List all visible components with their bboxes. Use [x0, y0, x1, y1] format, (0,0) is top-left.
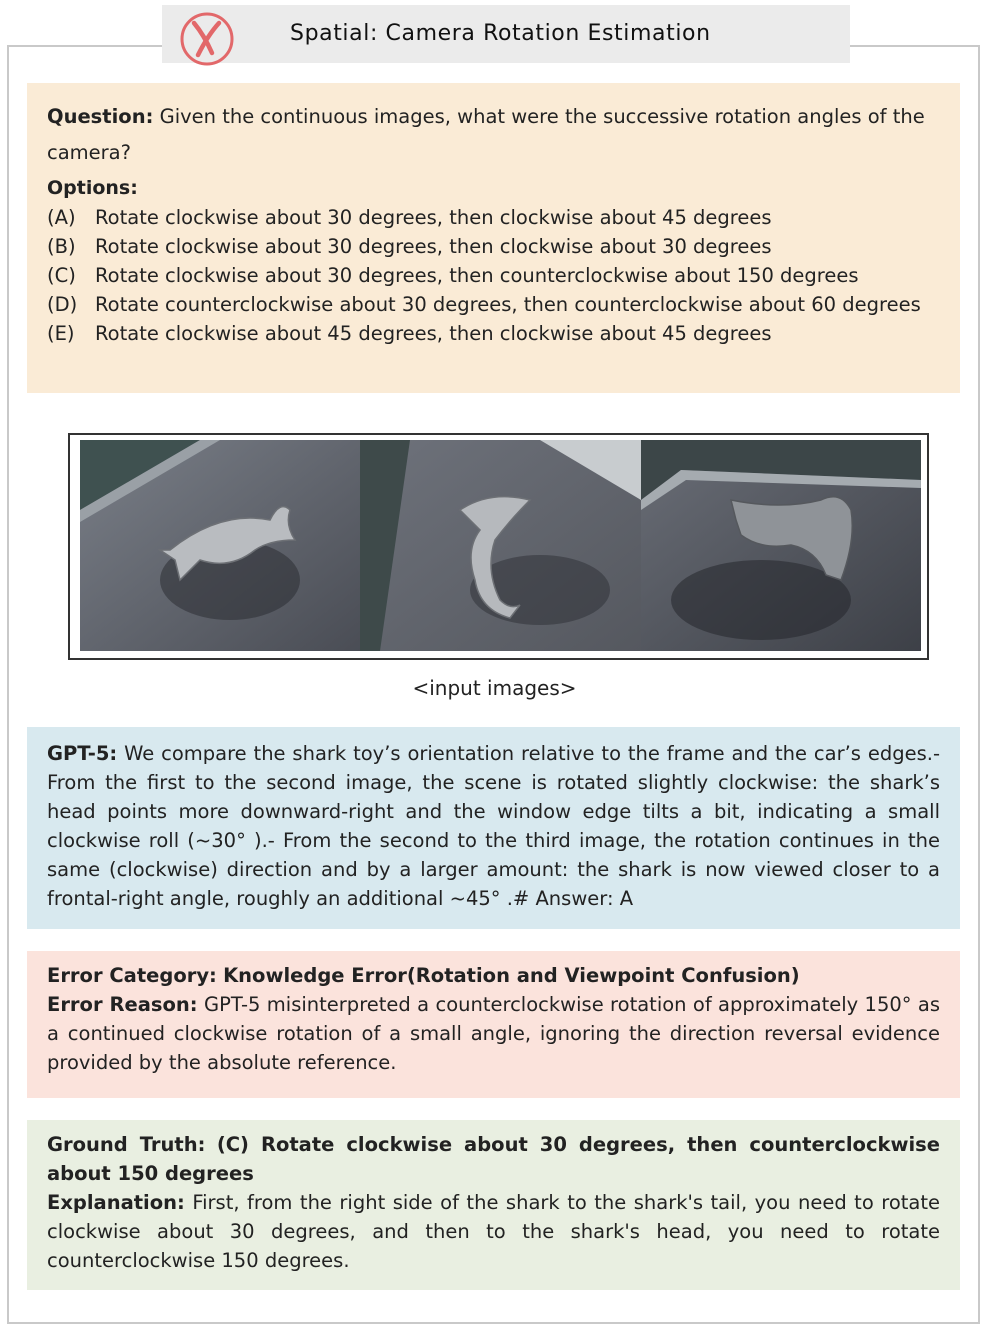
error-reason-line: [47, 990, 940, 1077]
x-circle-icon: [178, 9, 236, 67]
error-category-value: Knowledge Error(Rotation and Viewpoint Confusion): [223, 964, 800, 987]
error-panel: [27, 951, 960, 1098]
input-image-2: [360, 440, 641, 651]
option-item: [47, 232, 940, 261]
option-text: Rotate clockwise about 30 degrees, then clockwise about 30 degrees: [95, 235, 772, 258]
input-image-3: [641, 440, 921, 651]
option-letter: (B): [47, 235, 76, 258]
ground-truth-panel: [27, 1120, 960, 1290]
input-images-frame: [68, 433, 929, 660]
input-image-1: [80, 440, 360, 651]
option-letter: (D): [47, 293, 78, 316]
question-label: Question:: [47, 105, 154, 128]
option-item: [47, 261, 940, 290]
option-item: [47, 203, 940, 232]
explanation-line: [47, 1188, 940, 1275]
model-label: GPT-5:: [47, 742, 118, 765]
question-body: Given the continuous images, what were the successive rotation angles of the camera?: [47, 105, 925, 164]
page-title: Spatial: Camera Rotation Estimation: [290, 21, 711, 46]
option-letter: (C): [47, 264, 76, 287]
option-text: Rotate clockwise about 30 degrees, then clockwise about 45 degrees: [95, 206, 772, 229]
model-response-body: We compare the shark toy’s orientation relative to the frame and the car’s edges.- From the first to the second image, the scene is rotated slightly clockwise: the shark’s head points more downward-right and the window edge tilts a bit, indicating a small clockwise roll (~30° ).- From the second to the third image, the rotation continues in the same (clockwise) direction and by a larger amount: the shark is now viewed closer to a frontal-right angle, roughly an additional ~45° .# Answer: A: [47, 742, 940, 910]
option-letter: (A): [47, 206, 76, 229]
error-reason-label: Error Reason:: [47, 993, 198, 1016]
ground-truth-line: [47, 1130, 940, 1188]
explanation-text: First, from the right side of the shark to the shark's tail, you need to rotate clockwise about 30 degrees, and then to the shark's head, you need to rotate counterclockwise 150 degrees.: [47, 1191, 941, 1272]
error-category-label: Error Category:: [47, 964, 217, 987]
option-text: Rotate counterclockwise about 30 degrees, then counterclockwise about 60 degrees: [95, 293, 921, 316]
question-panel: [27, 83, 960, 393]
error-category-line: [47, 961, 940, 990]
ground-truth-label: Ground Truth:: [47, 1133, 206, 1156]
error-reason-text: GPT-5 misinterpreted a counterclockwise rotation of approximately 150° as a continued clockwise rotation of a small angle, ignoring the direction reversal evidence provided by the absolute reference.: [47, 993, 941, 1074]
option-text: Rotate clockwise about 45 degrees, then clockwise about 45 degrees: [95, 322, 772, 345]
model-response-text: [47, 739, 940, 913]
options-label: Options:: [47, 177, 138, 199]
explanation-label: Explanation:: [47, 1191, 185, 1214]
option-letter: (E): [47, 322, 75, 345]
ground-truth-answer: (C) Rotate clockwise about 30 degrees, then counterclockwise about 150 degrees: [47, 1133, 940, 1185]
option-item: [47, 290, 940, 319]
model-response-panel: [27, 727, 960, 929]
images-caption: <input images>: [412, 676, 577, 700]
title-bar: [162, 5, 850, 63]
question-text: [47, 99, 940, 171]
option-text: Rotate clockwise about 30 degrees, then counterclockwise about 150 degrees: [95, 264, 859, 287]
option-item: [47, 319, 940, 348]
